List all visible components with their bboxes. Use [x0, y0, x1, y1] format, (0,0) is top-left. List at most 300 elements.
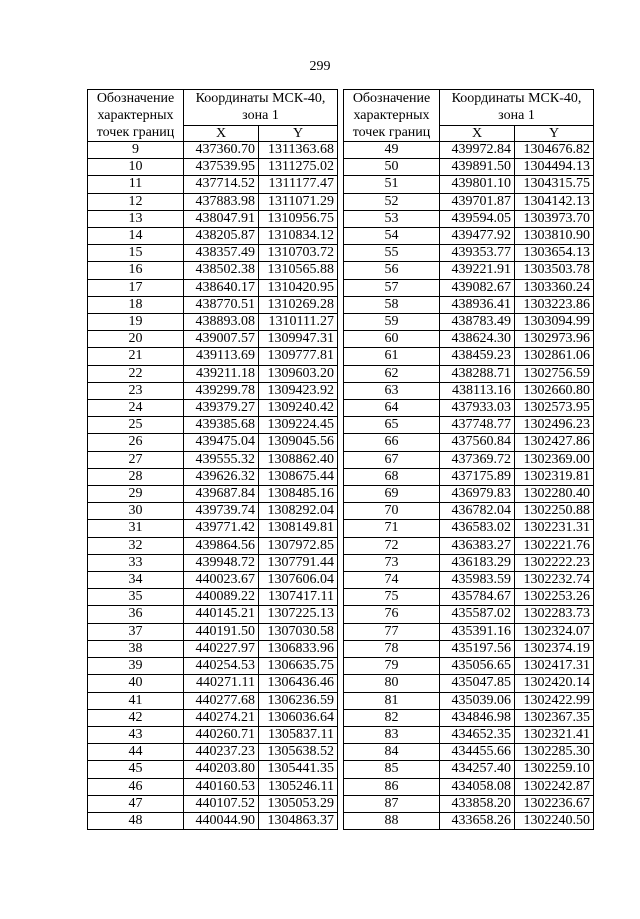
y-value: 1311363.68 [259, 142, 338, 159]
y-value: 1302222.23 [515, 554, 594, 571]
x-value: 434846.98 [440, 709, 515, 726]
y-value: 1307417.11 [259, 589, 338, 606]
point-number: 40 [88, 675, 184, 692]
table-row [88, 744, 338, 761]
table-row [344, 640, 594, 657]
point-number: 64 [344, 400, 440, 417]
y-value: 1302283.73 [515, 606, 594, 623]
x-value: 436583.02 [440, 520, 515, 537]
table-row [344, 709, 594, 726]
point-number: 35 [88, 589, 184, 606]
point-number: 18 [88, 296, 184, 313]
table-row [344, 417, 594, 434]
y-value: 1306436.46 [259, 675, 338, 692]
header-x: X [184, 125, 259, 141]
y-value: 1306036.64 [259, 709, 338, 726]
point-number: 9 [88, 142, 184, 159]
y-value: 1302324.07 [515, 623, 594, 640]
point-number: 83 [344, 726, 440, 743]
y-value: 1302319.81 [515, 468, 594, 485]
y-value: 1302236.67 [515, 795, 594, 812]
y-value: 1303973.70 [515, 210, 594, 227]
table-row [344, 314, 594, 331]
x-value: 439687.84 [184, 486, 259, 503]
y-value: 1302221.76 [515, 537, 594, 554]
y-value: 1304142.13 [515, 193, 594, 210]
table-row [344, 537, 594, 554]
y-value: 1302280.40 [515, 486, 594, 503]
header-coords-line: Координаты МСК-40, [451, 91, 582, 107]
point-number: 43 [88, 726, 184, 743]
table-row [88, 228, 338, 245]
point-number: 73 [344, 554, 440, 571]
point-number: 51 [344, 176, 440, 193]
table-row [88, 554, 338, 571]
table-row [344, 382, 594, 399]
x-value: 436782.04 [440, 503, 515, 520]
x-value: 435197.56 [440, 640, 515, 657]
point-number: 48 [88, 812, 184, 829]
point-number: 46 [88, 778, 184, 795]
header-y: Y [515, 125, 594, 141]
x-value: 438893.08 [184, 314, 259, 331]
x-value: 435784.67 [440, 589, 515, 606]
y-value: 1304863.37 [259, 812, 338, 829]
x-value: 437560.84 [440, 434, 515, 451]
y-value: 1306236.59 [259, 692, 338, 709]
x-value: 438113.16 [440, 382, 515, 399]
y-value: 1309045.56 [259, 434, 338, 451]
y-value: 1308675.44 [259, 468, 338, 485]
table-row [344, 692, 594, 709]
point-number: 63 [344, 382, 440, 399]
point-number: 30 [88, 503, 184, 520]
table-row [88, 348, 338, 365]
point-number: 21 [88, 348, 184, 365]
y-value: 1302285.30 [515, 744, 594, 761]
table-row [344, 486, 594, 503]
point-number: 87 [344, 795, 440, 812]
x-value: 439385.68 [184, 417, 259, 434]
table-row [88, 451, 338, 468]
x-value: 439701.87 [440, 193, 515, 210]
point-number: 26 [88, 434, 184, 451]
x-value: 440227.97 [184, 640, 259, 657]
y-value: 1303094.99 [515, 314, 594, 331]
table-row [344, 726, 594, 743]
point-number: 12 [88, 193, 184, 210]
x-value: 439477.92 [440, 228, 515, 245]
point-number: 60 [344, 331, 440, 348]
point-number: 55 [344, 245, 440, 262]
table-row [88, 279, 338, 296]
point-number: 28 [88, 468, 184, 485]
x-value: 440203.80 [184, 761, 259, 778]
point-number: 44 [88, 744, 184, 761]
y-value: 1307225.13 [259, 606, 338, 623]
point-number: 25 [88, 417, 184, 434]
table-body-right [344, 142, 594, 830]
y-value: 1307606.04 [259, 572, 338, 589]
x-value: 439594.05 [440, 210, 515, 227]
y-value: 1307030.58 [259, 623, 338, 640]
point-number: 84 [344, 744, 440, 761]
x-value: 439626.32 [184, 468, 259, 485]
y-value: 1309777.81 [259, 348, 338, 365]
point-number: 53 [344, 210, 440, 227]
x-value: 437933.03 [440, 400, 515, 417]
point-number: 33 [88, 554, 184, 571]
point-number: 82 [344, 709, 440, 726]
y-value: 1303223.86 [515, 296, 594, 313]
y-value: 1310420.95 [259, 279, 338, 296]
x-value: 437539.95 [184, 159, 259, 176]
header-coords-line: Координаты МСК-40, [195, 91, 326, 107]
point-number: 23 [88, 382, 184, 399]
y-value: 1302861.06 [515, 348, 594, 365]
x-value: 438783.49 [440, 314, 515, 331]
page-number: 299 [309, 59, 331, 74]
x-value: 440254.53 [184, 658, 259, 675]
x-value: 439972.84 [440, 142, 515, 159]
point-number: 50 [344, 159, 440, 176]
table-row [344, 210, 594, 227]
x-value: 440107.52 [184, 795, 259, 812]
table-row [344, 623, 594, 640]
x-value: 437360.70 [184, 142, 259, 159]
table-row [88, 176, 338, 193]
y-value: 1303654.13 [515, 245, 594, 262]
point-number: 88 [344, 812, 440, 829]
x-value: 437175.89 [440, 468, 515, 485]
y-value: 1302422.99 [515, 692, 594, 709]
table-row [88, 726, 338, 743]
point-number: 22 [88, 365, 184, 382]
y-value: 1305441.35 [259, 761, 338, 778]
x-value: 438640.17 [184, 279, 259, 296]
table-row [344, 675, 594, 692]
table-row [88, 623, 338, 640]
coordinates-table-right [343, 89, 594, 830]
point-number: 52 [344, 193, 440, 210]
y-value: 1310565.88 [259, 262, 338, 279]
y-value: 1310269.28 [259, 296, 338, 313]
point-number: 68 [344, 468, 440, 485]
table-row [88, 159, 338, 176]
table-row [344, 245, 594, 262]
table-row [344, 812, 594, 829]
point-number: 70 [344, 503, 440, 520]
point-number: 10 [88, 159, 184, 176]
y-value: 1309423.92 [259, 382, 338, 399]
x-value: 435039.06 [440, 692, 515, 709]
header-coordinates [184, 90, 338, 126]
header-label-line: Обозначение [352, 91, 431, 106]
table-row [344, 778, 594, 795]
table-row [344, 262, 594, 279]
table-row [344, 554, 594, 571]
x-value: 440044.90 [184, 812, 259, 829]
x-value: 439082.67 [440, 279, 515, 296]
point-number: 11 [88, 176, 184, 193]
x-value: 434257.40 [440, 761, 515, 778]
y-value: 1305246.11 [259, 778, 338, 795]
header-coordinates [440, 90, 594, 126]
table-row [88, 795, 338, 812]
x-value: 438288.71 [440, 365, 515, 382]
y-value: 1302573.95 [515, 400, 594, 417]
table-row [88, 778, 338, 795]
point-number: 42 [88, 709, 184, 726]
x-value: 437748.77 [440, 417, 515, 434]
y-value: 1306635.75 [259, 658, 338, 675]
table-row [344, 606, 594, 623]
table-row [344, 159, 594, 176]
y-value: 1304315.75 [515, 176, 594, 193]
table-row [344, 400, 594, 417]
x-value: 439948.72 [184, 554, 259, 571]
x-value: 440023.67 [184, 572, 259, 589]
point-number: 29 [88, 486, 184, 503]
x-value: 439739.74 [184, 503, 259, 520]
point-number: 54 [344, 228, 440, 245]
x-value: 439555.32 [184, 451, 259, 468]
x-value: 434058.08 [440, 778, 515, 795]
header-coords-line: зона 1 [498, 108, 535, 124]
y-value: 1303503.78 [515, 262, 594, 279]
y-value: 1302756.59 [515, 365, 594, 382]
x-value: 436383.27 [440, 537, 515, 554]
table-row [88, 382, 338, 399]
x-value: 440237.23 [184, 744, 259, 761]
table-row [88, 658, 338, 675]
table-row [344, 658, 594, 675]
table-row [88, 400, 338, 417]
x-value: 437369.72 [440, 451, 515, 468]
y-value: 1302253.26 [515, 589, 594, 606]
point-number: 20 [88, 331, 184, 348]
y-value: 1302427.86 [515, 434, 594, 451]
y-value: 1302973.96 [515, 331, 594, 348]
x-value: 438770.51 [184, 296, 259, 313]
x-value: 435047.85 [440, 675, 515, 692]
table-body-left [88, 142, 338, 830]
point-number: 47 [88, 795, 184, 812]
point-number: 37 [88, 623, 184, 640]
point-number: 61 [344, 348, 440, 365]
x-value: 438936.41 [440, 296, 515, 313]
point-number: 15 [88, 245, 184, 262]
table-row [88, 365, 338, 382]
point-number: 56 [344, 262, 440, 279]
table-row [88, 503, 338, 520]
table-row [88, 709, 338, 726]
table-row [88, 520, 338, 537]
table-row [88, 142, 338, 159]
point-number: 77 [344, 623, 440, 640]
x-value: 435587.02 [440, 606, 515, 623]
x-value: 438357.49 [184, 245, 259, 262]
table-row [344, 744, 594, 761]
x-value: 438047.91 [184, 210, 259, 227]
table-row [88, 761, 338, 778]
x-value: 433658.26 [440, 812, 515, 829]
point-number: 57 [344, 279, 440, 296]
header-point-label [344, 90, 440, 142]
point-number: 49 [344, 142, 440, 159]
point-number: 65 [344, 417, 440, 434]
x-value: 436979.83 [440, 486, 515, 503]
table-row [88, 468, 338, 485]
y-value: 1302417.31 [515, 658, 594, 675]
point-number: 17 [88, 279, 184, 296]
x-value: 435983.59 [440, 572, 515, 589]
x-value: 439864.56 [184, 537, 259, 554]
point-number: 74 [344, 572, 440, 589]
point-number: 78 [344, 640, 440, 657]
x-value: 438502.38 [184, 262, 259, 279]
point-number: 45 [88, 761, 184, 778]
y-value: 1309603.20 [259, 365, 338, 382]
table-row [88, 245, 338, 262]
table-row [344, 761, 594, 778]
y-value: 1302496.23 [515, 417, 594, 434]
table-row [344, 795, 594, 812]
x-value: 439007.57 [184, 331, 259, 348]
x-value: 438624.30 [440, 331, 515, 348]
x-value: 434652.35 [440, 726, 515, 743]
x-value: 440089.22 [184, 589, 259, 606]
point-number: 71 [344, 520, 440, 537]
point-number: 34 [88, 572, 184, 589]
point-number: 36 [88, 606, 184, 623]
point-number: 27 [88, 451, 184, 468]
x-value: 434455.66 [440, 744, 515, 761]
table-row [344, 572, 594, 589]
table-row [344, 468, 594, 485]
point-number: 85 [344, 761, 440, 778]
x-value: 437714.52 [184, 176, 259, 193]
header-label-line: Обозначение [96, 91, 175, 106]
x-value: 439379.27 [184, 400, 259, 417]
y-value: 1302240.50 [515, 812, 594, 829]
x-value: 433858.20 [440, 795, 515, 812]
table-row [88, 572, 338, 589]
x-value: 440145.21 [184, 606, 259, 623]
y-value: 1304494.13 [515, 159, 594, 176]
x-value: 439221.91 [440, 262, 515, 279]
table-row [88, 589, 338, 606]
point-number: 67 [344, 451, 440, 468]
y-value: 1306833.96 [259, 640, 338, 657]
point-number: 69 [344, 486, 440, 503]
x-value: 439353.77 [440, 245, 515, 262]
point-number: 19 [88, 314, 184, 331]
table-row [344, 434, 594, 451]
table-row [344, 520, 594, 537]
x-value: 439113.69 [184, 348, 259, 365]
point-number: 66 [344, 434, 440, 451]
y-value: 1311177.47 [259, 176, 338, 193]
table-row [344, 279, 594, 296]
y-value: 1310703.72 [259, 245, 338, 262]
x-value: 439801.10 [440, 176, 515, 193]
y-value: 1302367.35 [515, 709, 594, 726]
table-row [88, 537, 338, 554]
table-row [344, 176, 594, 193]
point-number: 86 [344, 778, 440, 795]
header-label-line: точек границ [352, 125, 431, 140]
x-value: 440191.50 [184, 623, 259, 640]
table-row [88, 417, 338, 434]
header-label-line: характерных [353, 108, 430, 123]
table-row [88, 812, 338, 829]
header-coords-line: зона 1 [242, 108, 279, 124]
header-x: X [440, 125, 515, 141]
y-value: 1305053.29 [259, 795, 338, 812]
y-value: 1311071.29 [259, 193, 338, 210]
point-number: 79 [344, 658, 440, 675]
point-number: 59 [344, 314, 440, 331]
point-number: 14 [88, 228, 184, 245]
y-value: 1302250.88 [515, 503, 594, 520]
y-value: 1309240.42 [259, 400, 338, 417]
table-row [344, 451, 594, 468]
x-value: 439299.78 [184, 382, 259, 399]
y-value: 1308862.40 [259, 451, 338, 468]
table-row [88, 193, 338, 210]
table-row [88, 331, 338, 348]
table-row [88, 296, 338, 313]
x-value: 440271.11 [184, 675, 259, 692]
x-value: 435391.16 [440, 623, 515, 640]
y-value: 1309224.45 [259, 417, 338, 434]
y-value: 1310834.12 [259, 228, 338, 245]
y-value: 1302321.41 [515, 726, 594, 743]
y-value: 1310956.75 [259, 210, 338, 227]
y-value: 1308485.16 [259, 486, 338, 503]
y-value: 1302374.19 [515, 640, 594, 657]
y-value: 1302660.80 [515, 382, 594, 399]
point-number: 31 [88, 520, 184, 537]
table-row [344, 589, 594, 606]
x-value: 440160.53 [184, 778, 259, 795]
y-value: 1302242.87 [515, 778, 594, 795]
point-number: 75 [344, 589, 440, 606]
table-row [88, 434, 338, 451]
header-label-line: точек границ [96, 125, 175, 140]
y-value: 1303810.90 [515, 228, 594, 245]
y-value: 1309947.31 [259, 331, 338, 348]
point-number: 81 [344, 692, 440, 709]
x-value: 439475.04 [184, 434, 259, 451]
point-number: 72 [344, 537, 440, 554]
table-row [88, 262, 338, 279]
point-number: 38 [88, 640, 184, 657]
table-row [88, 314, 338, 331]
y-value: 1304676.82 [515, 142, 594, 159]
x-value: 440274.21 [184, 709, 259, 726]
y-value: 1302232.74 [515, 572, 594, 589]
point-number: 16 [88, 262, 184, 279]
y-value: 1302369.00 [515, 451, 594, 468]
x-value: 436183.29 [440, 554, 515, 571]
y-value: 1310111.27 [259, 314, 338, 331]
y-value: 1305837.11 [259, 726, 338, 743]
header-y: Y [259, 125, 338, 141]
x-value: 439771.42 [184, 520, 259, 537]
y-value: 1307791.44 [259, 554, 338, 571]
